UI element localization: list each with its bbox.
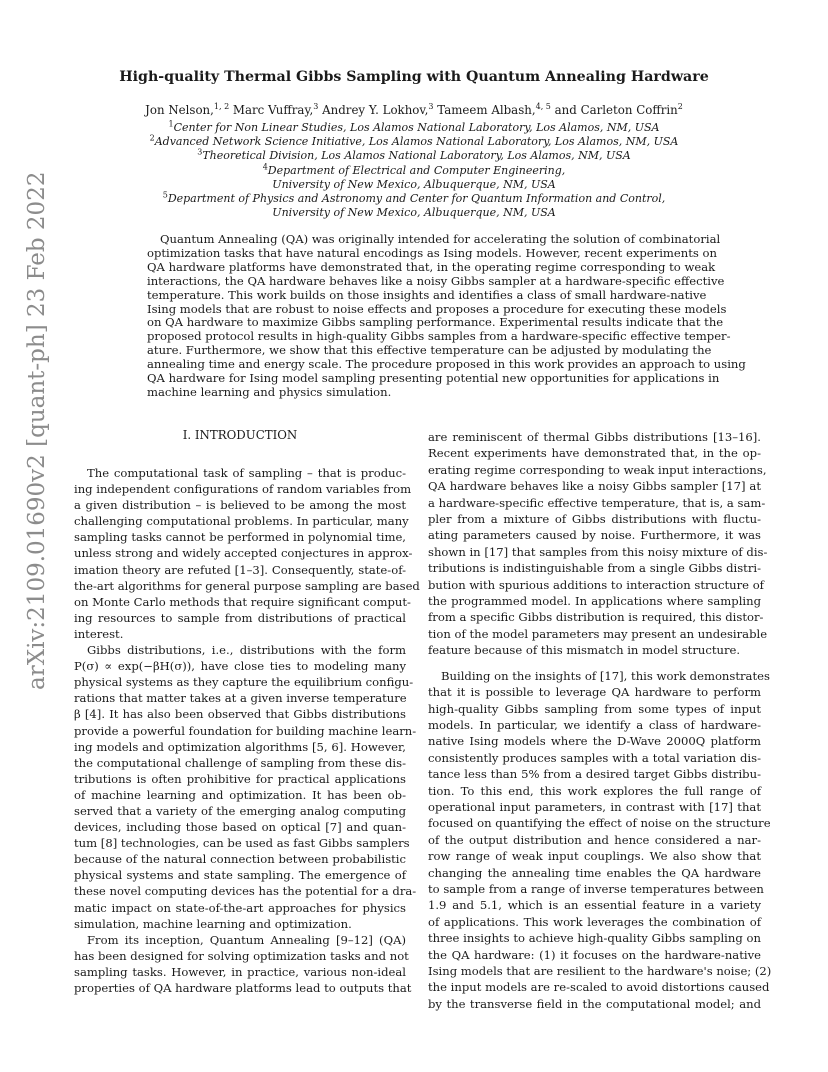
text-line: Gibbs distributions, i.e., distributions with the form — [87, 643, 406, 658]
text-line: machine learning and physics simulation. — [147, 384, 392, 399]
text-line: temperature. This work builds on those insights and identifies a class of small hardware-native — [147, 287, 707, 302]
author-affiliation-marker: 2 — [677, 102, 683, 112]
text-line: the input models are re-scaled to avoid distortions caused — [428, 980, 770, 995]
text-line: of the output distribution and hence considered a nar- — [428, 832, 761, 847]
text-line: matic impact on state-of-the-art approaches for physics — [74, 900, 406, 915]
author-list — [40, 103, 788, 117]
left-column-text — [74, 465, 420, 996]
text-line: annealing time and energy scale. The procedure proposed in this work provides an approach to using — [147, 357, 746, 372]
author-name: Tameem Albash, — [433, 103, 536, 117]
text-line: P(σ) ∝ exp(−βH(σ)), have close ties to modeling many — [74, 659, 406, 674]
text-line: has been designed for solving optimization tasks and not — [74, 948, 409, 963]
text-line: interactions, the QA hardware behaves like a noisy Gibbs sampler at a hardware-specific effective — [147, 273, 725, 288]
text-line: operational input parameters, in contrast with [17] that — [428, 799, 761, 814]
text-line: pler from a mixture of Gibbs distributions with fluctu- — [428, 512, 761, 527]
text-line: three insights to achieve high-quality Gibbs sampling on — [428, 931, 761, 946]
text-line: QA hardware for Ising model sampling presenting potential new opportunities for applications in — [147, 371, 720, 386]
text-line: tion of the model parameters may present an undesirable — [428, 626, 768, 641]
text-line: challenging computational problems. In particular, many — [74, 514, 409, 529]
text-line: physical systems as they capture the equilibrium configu- — [74, 675, 414, 690]
abstract — [147, 232, 746, 400]
text-line: properties of QA hardware platforms lead to outputs that — [74, 981, 412, 995]
text-line: served that a variety of the emerging analog computing — [74, 803, 406, 818]
text-line: the-art algorithms for general purpose sampling are based — [74, 578, 420, 593]
text-line: the computational challenge of sampling from these dis- — [74, 755, 406, 770]
text-line: proposed protocol results in high-quality Gibbs samples from a hardware-specific effective temper- — [147, 329, 731, 344]
text-line: rations that matter takes at a given inverse temperature — [74, 691, 407, 706]
text-line: consistently produces samples with a total variation dis- — [428, 750, 761, 765]
text-line: models. In particular, we identify a class of hardware- — [428, 717, 761, 732]
affiliation-text: Department of Physics and Astronomy and Center for Quantum Information and Control, — [167, 192, 666, 205]
text-line: The computational task of sampling – that is produc- — [87, 466, 406, 480]
text-line: From its inception, Quantum Annealing [9–12] (QA) — [87, 932, 406, 947]
section-heading: I. INTRODUCTION — [182, 428, 298, 442]
author-affiliation-marker: 4, 5 — [535, 102, 551, 112]
text-line: Ising models that are robust to noise effects and proposes a procedure for executing these models — [147, 301, 727, 316]
text-line: on QA hardware to maximize Gibbs sampling performance. Experimental results indicate that the — [147, 315, 724, 330]
text-line: ing independent configurations of random variables from — [74, 482, 412, 497]
affiliation-line — [40, 161, 788, 178]
text-line: the programmed model. In applications where sampling — [428, 594, 761, 609]
text-line: QA hardware platforms have demonstrated that, in the operating regime corresponding to weak — [147, 259, 716, 274]
affiliation-text: Center for Non Linear Studies, Los Alamos National Laboratory, Los Alamos, NM, USA — [173, 121, 660, 134]
text-line: Building on the insights of [17], this work demonstrates — [441, 668, 770, 683]
text-line: devices, including those based on optical [7] and quan- — [74, 820, 406, 835]
text-line: focused on quantifying the effect of noise on the structure — [428, 816, 771, 831]
text-line: feature because of this mismatch in model structure. — [428, 643, 741, 658]
text-line: because of the natural connection between probabilistic — [74, 852, 406, 867]
text-line: of applications. This work leverages the combination of — [428, 914, 761, 929]
text-line: sampling tasks. However, in practice, various non-ideal — [74, 964, 406, 979]
text-line: β [4]. It has also been observed that Gibbs distributions — [74, 707, 406, 722]
affiliation-line — [40, 178, 788, 192]
text-line: from a specific Gibbs distribution is required, this distor- — [428, 610, 764, 625]
right-column-text — [428, 429, 772, 1012]
text-line: optimization tasks that have natural encodings as Ising models. However, recent experiments on — [147, 245, 717, 260]
text-line: tributions is often prohibitive for practical applications — [74, 771, 406, 786]
text-line: by the transverse field in the computational model; and — [428, 996, 761, 1011]
text-line: a hardware-specific effective temperature, that is, a sam- — [428, 495, 766, 510]
text-line: ing models and optimization algorithms [5, 6]. However, — [74, 739, 406, 754]
author-name: Marc Vuffray, — [229, 103, 314, 117]
text-line: of machine learning and optimization. It has been ob- — [74, 787, 406, 802]
text-line: provide a powerful foundation for building machine learn- — [74, 723, 417, 738]
text-line: sampling tasks cannot be performed in polynomial time, — [74, 530, 406, 545]
affiliation-text: Advanced Network Science Initiative, Los Alamos National Laboratory, Los Alamos, NM, USA — [154, 135, 679, 149]
author-affiliation-marker: 3 — [313, 102, 319, 112]
text-line: native Ising models where the D-Wave 2000Q platform — [428, 734, 761, 749]
text-line: that it is possible to leverage QA hardware to perform — [428, 685, 761, 700]
affiliation-line — [40, 135, 788, 149]
affiliation-text: University of New Mexico, Albuquerque, NM, USA — [272, 177, 556, 191]
text-line: interest. — [74, 626, 124, 641]
author-affiliation-marker: 3 — [428, 102, 434, 112]
text-line: erating regime corresponding to weak input interactions, — [428, 462, 767, 477]
text-line: tum [8] technologies, can be used as fast Gibbs samplers — [74, 836, 410, 851]
text-line: Ising models that are resilient to the hardware's noise; (2) — [428, 964, 772, 978]
text-line: Recent experiments have demonstrated that, in the op- — [428, 446, 761, 461]
text-line: to sample from a range of inverse temperatures between — [428, 881, 764, 896]
text-line: ature. Furthermore, we show that this effective temperature can be adjusted by modulating the — [147, 343, 712, 358]
text-line: tance less than 5% from a desired target Gibbs distribu- — [428, 767, 761, 782]
text-line: tion. To this end, this work explores the full range of — [428, 783, 761, 798]
text-line: bution with spurious additions to interaction structure of — [428, 577, 764, 592]
text-line: the QA hardware: (1) it focuses on the hardware-native — [428, 947, 761, 962]
affiliation-text: Theoretical Division, Los Alamos National Laboratory, Los Alamos, NM, USA — [202, 149, 631, 163]
text-line: ating parameters caused by noise. Furthermore, it was — [428, 528, 761, 543]
affiliation-line — [40, 149, 788, 163]
paper-title: High-quality Thermal Gibbs Sampling with Quantum Annealing Hardware — [119, 69, 709, 85]
text-line: unless strong and widely accepted conjectures in approx- — [74, 546, 413, 561]
text-line: 1.9 and 5.1, which is an essential feature in a variety — [428, 898, 761, 913]
text-line: on Monte Carlo methods that require significant comput- — [74, 594, 411, 609]
author-affiliation-marker: 1, 2 — [213, 102, 230, 112]
author-name: Andrey Y. Lokhov, — [318, 103, 429, 117]
author-name: Jon Nelson, — [145, 103, 214, 117]
text-line: imation theory are refuted [1–3]. Consequently, state-of- — [74, 562, 406, 577]
affiliation-text: Department of Electrical and Computer Engineering, — [267, 163, 566, 177]
affiliation-marker: 5 — [162, 190, 168, 200]
text-line: QA hardware behaves like a noisy Gibbs sampler [17] at — [428, 479, 761, 494]
text-line: high-quality Gibbs sampling from some types of input — [428, 701, 761, 716]
affiliation-marker: 4 — [262, 161, 268, 171]
text-line: tributions is indistinguishable from a single Gibbs distri- — [428, 561, 761, 576]
affiliation-marker: 1 — [168, 119, 174, 129]
affiliation-text: University of New Mexico, Albuquerque, NM, USA — [272, 206, 556, 220]
text-line: are reminiscent of thermal Gibbs distributions [13–16]. — [428, 430, 761, 444]
text-line: changing the annealing time enables the QA hardware — [428, 865, 761, 880]
text-line: shown in [17] that samples from this noisy mixture of dis- — [428, 544, 768, 559]
affiliation-line — [40, 206, 788, 220]
text-line: simulation, machine learning and optimization. — [74, 916, 352, 931]
text-line: these novel computing devices has the potential for a dra- — [74, 884, 417, 899]
affiliation-line — [40, 192, 788, 206]
text-line: physical systems and state sampling. The emergence of — [74, 868, 406, 883]
affiliation-marker: 2 — [149, 133, 155, 143]
text-line: ing resources to sample from distributions of practical — [74, 610, 406, 625]
text-line: Quantum Annealing (QA) was originally intended for accelerating the solution of combinatorial — [160, 232, 721, 246]
arxiv-identifier: arXiv:2109.01690v2 [quant-ph] 23 Feb 2022 — [24, 171, 50, 690]
text-line: a given distribution – is believed to be among the most — [74, 498, 406, 513]
affiliation-marker: 3 — [197, 147, 203, 157]
author-name: and Carleton Coffrin — [550, 103, 678, 117]
text-line: row range of weak input couplings. We also show that — [428, 849, 761, 864]
